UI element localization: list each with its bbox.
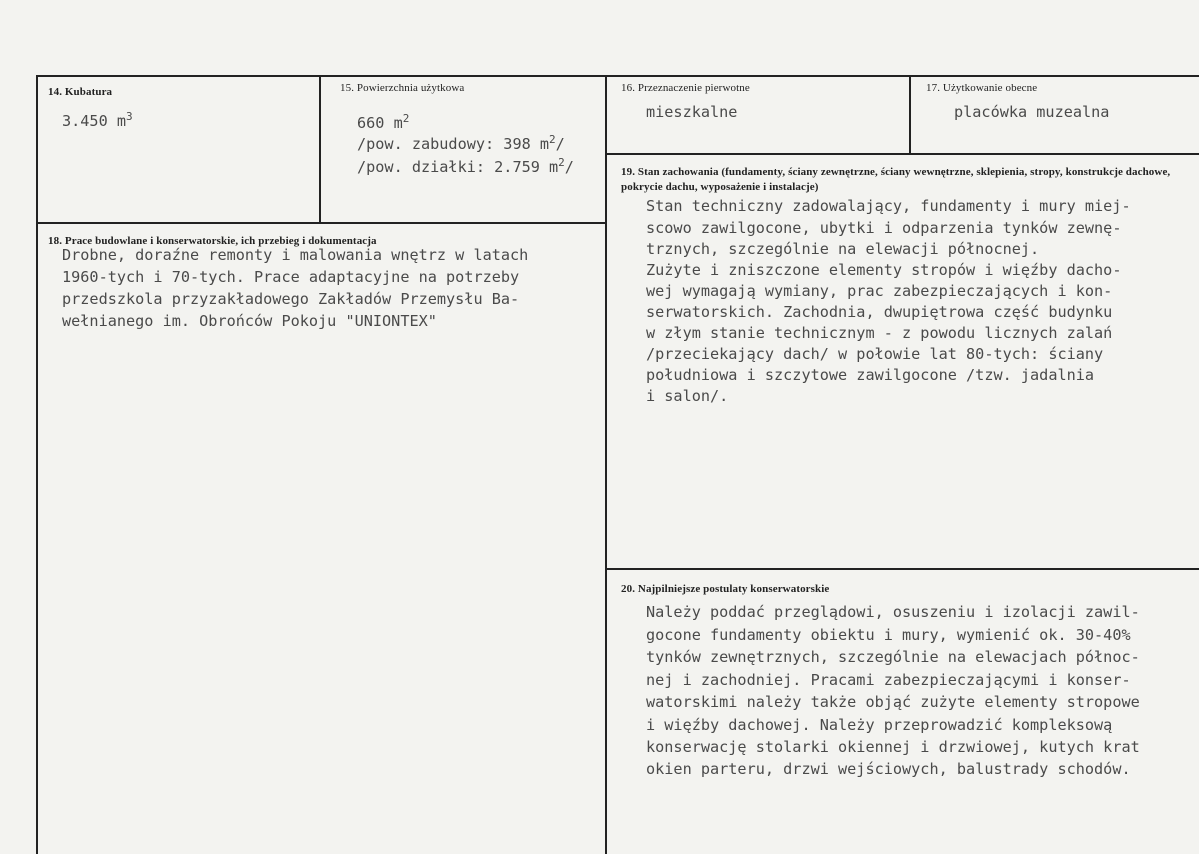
field-15-label: 15. Powierzchnia użytkowa [340, 82, 465, 94]
form-top-border [36, 75, 1199, 77]
field-20-line: nej i zachodniej. Pracami zabezpieczającymi i konser- [646, 671, 1131, 689]
field-20-line: konserwację stolarki okiennej i drzwiowej, kutych krat [646, 738, 1140, 756]
field-20-label: 20. Najpilniejsze postulaty konserwatorskie [621, 583, 830, 595]
field-20-line: watorskimi należy także objąć zużyte elementy stropowe [646, 693, 1140, 711]
field-19-line: południowa i szczytowe zawilgocone /tzw. jadalnia [646, 366, 1095, 384]
field-19-line: i salon/. [646, 387, 729, 405]
field-20-line: tynków zewnętrznych, szczególnie na elewacjach północ- [646, 648, 1140, 666]
field-15-value-line2: /pow. zabudowy: 398 $m^2/$ [357, 133, 565, 153]
field-19-line: Stan techniczny zadowalający, fundamenty i mury miej- [646, 197, 1131, 215]
field-18-line: wełnianego im. Obrońców Pokoju "UNIONTEX" [62, 312, 437, 330]
field-19-label: 19. Stan zachowania (fundamenty, ściany zewnętrzne, ściany wewnętrzne, sklepienia, stropy, konstrukcje dachowe, pokrycie dachu, wyposażenie i instalacje) [621, 166, 1171, 193]
field-14-value: 3.450 $m^3$ [62, 110, 133, 130]
field-16-label: 16. Przeznaczenie pierwotne [621, 82, 750, 94]
field-17-label: 17. Użytkowanie obecne [926, 82, 1038, 94]
field-18-label: 18. Prace budowlane i konserwatorskie, ich przebieg i dokumentacja [48, 235, 377, 247]
field-20-line: gocone fundamenty obiektu i mury, wymienić ok. 30-40% [646, 626, 1131, 644]
field-19-line: w złym stanie technicznym - z powodu licznych zalań [646, 324, 1113, 342]
field-19-line: /przeciekający dach/ w połowie lat 80-tych: ściany [646, 345, 1104, 363]
field-18-line: 1960-tych i 70-tych. Prace adaptacyjne na potrzeby [62, 268, 520, 286]
field-19-line: serwatorskich. Zachodnia, dwupiętrowa część budynku [646, 303, 1113, 321]
field-18-line: Drobne, doraźne remonty i malowania wnętrz w latach [62, 246, 529, 264]
field-18-line: przedszkola przyzakładowego Zakładów Przemysłu Ba- [62, 290, 520, 308]
field-20-line: i więźby dachowej. Należy przeprowadzić kompleksową [646, 716, 1113, 734]
field-20-line: Należy poddać przeglądowi, osuszeniu i izolacji zawil- [646, 603, 1140, 621]
form-left-border [36, 75, 38, 854]
field-19-line: Zużyte i zniszczone elementy stropów i więźby dacho- [646, 261, 1122, 279]
field-15-value-line1: 660 $m^2$ [357, 112, 410, 132]
field-16-value: mieszkalne [646, 103, 738, 121]
divider-row-20 [605, 568, 1199, 570]
field-20-line: okien parteru, drzwi wejściowych, balustrady schodów. [646, 760, 1131, 778]
divider-15-16 [605, 75, 607, 854]
divider-row-18 [36, 222, 607, 224]
divider-row-19 [605, 153, 1199, 155]
field-19-line: scowo zawilgocone, ubytki i odparzenia tynków zewnę- [646, 219, 1122, 237]
field-14-label: 14. Kubatura [48, 86, 113, 98]
field-19-line: trznych, szczególnie na elewacji północnej. [646, 240, 1040, 258]
divider-14-15 [319, 75, 321, 224]
field-19-line: wej wymagają wymiany, prac zabezpieczających i kon- [646, 282, 1113, 300]
field-15-value-line3: /pow. działki: 2.759 $m^2/$ [357, 156, 574, 176]
divider-16-17 [909, 75, 911, 155]
field-17-value: placówka muzealna [954, 103, 1110, 121]
